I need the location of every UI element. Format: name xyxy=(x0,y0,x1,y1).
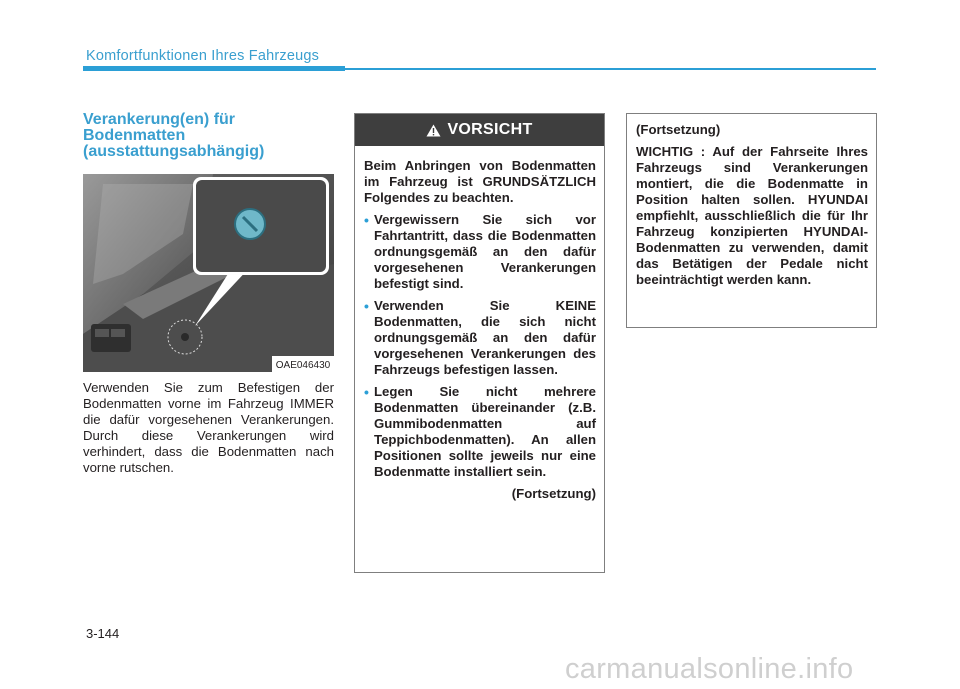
section-title-line-2: Bodenmatten xyxy=(83,127,186,144)
continuation-text: WICHTIG : Auf der Fahrseite Ihres Fahrzeugs sind Verankerungen montiert, die die Bodenmatte in Position halten sollen. HYUNDAI empfiehlt, ausschließlich die für Ihr Fahrzeug konzipierten HYUNDAI-Bodenmatten zu verwenden, damit das Betätigen der Pedale nicht beeinträchtigt werden kann. xyxy=(636,144,868,287)
anchor-point xyxy=(181,333,189,341)
caution-body xyxy=(355,146,604,502)
section-title-line-1: Verankerung(en) für xyxy=(83,111,236,128)
section-title xyxy=(83,112,323,160)
continuation-box xyxy=(626,113,877,328)
bullet-icon: • xyxy=(364,384,369,400)
caution-bullet xyxy=(364,212,596,292)
caution-bullet-text: Vergewissern Sie sich vor Fahrtantritt, dass die Bodenmatten ordnungsgemäß an den dafür vorgesehenen Verankerungen befestigt sind. xyxy=(374,212,596,291)
window-switch xyxy=(111,329,125,337)
bullet-icon: • xyxy=(364,212,369,228)
window-switch xyxy=(95,329,109,337)
caution-bullet xyxy=(364,384,596,480)
window-switch-panel xyxy=(91,324,131,352)
figure-code: OAE046430 xyxy=(275,360,331,371)
chapter-title: Komfortfunktionen Ihres Fahrzeugs xyxy=(86,48,320,64)
caution-continued-note: (Fortsetzung) xyxy=(511,486,596,501)
caution-box xyxy=(354,113,605,573)
caution-bullet xyxy=(364,298,596,378)
bullet-icon: • xyxy=(364,298,369,314)
caution-intro: Beim Anbringen von Bodenmatten im Fahrzeug ist GRUNDSÄTZLICH Folgendes zu beachten. xyxy=(364,158,596,205)
caution-heading: VORSICHT xyxy=(447,121,533,138)
section-title-line-3: (ausstattungsabhängig) xyxy=(83,143,265,160)
warning-triangle-icon xyxy=(426,124,441,137)
page-number: 3-144 xyxy=(86,626,120,641)
caution-header xyxy=(355,114,604,146)
floor-mat-anchor-photo xyxy=(83,174,334,372)
caution-bullet-text: Legen Sie nicht mehrere Bodenmatten übereinander (z.B. Gummibodenmatten auf Teppichbodenmatten). An allen Positionen sollte jeweils nur eine Bodenmatte installiert sein. xyxy=(374,384,596,479)
body-paragraph: Verwenden Sie zum Befestigen der Bodenmatten vorne im Fahrzeug IMMER die dafür vorgesehenen Verankerungen. Durch diese Verankerungen wird verhindert, dass die Bodenmatten nach vorne rutschen. xyxy=(83,380,334,475)
continuation-heading: (Fortsetzung) xyxy=(636,122,721,137)
watermark: carmanualsonline.info xyxy=(565,653,854,685)
caution-bullet-text: Verwenden Sie KEINE Bodenmatten, die sich nicht ordnungsgemäß an den dafür vorgesehenen Verankerungen des Fahrzeugs befestigen lassen. xyxy=(374,298,596,377)
header-rule xyxy=(345,68,876,70)
header-accent-bar xyxy=(83,66,345,71)
